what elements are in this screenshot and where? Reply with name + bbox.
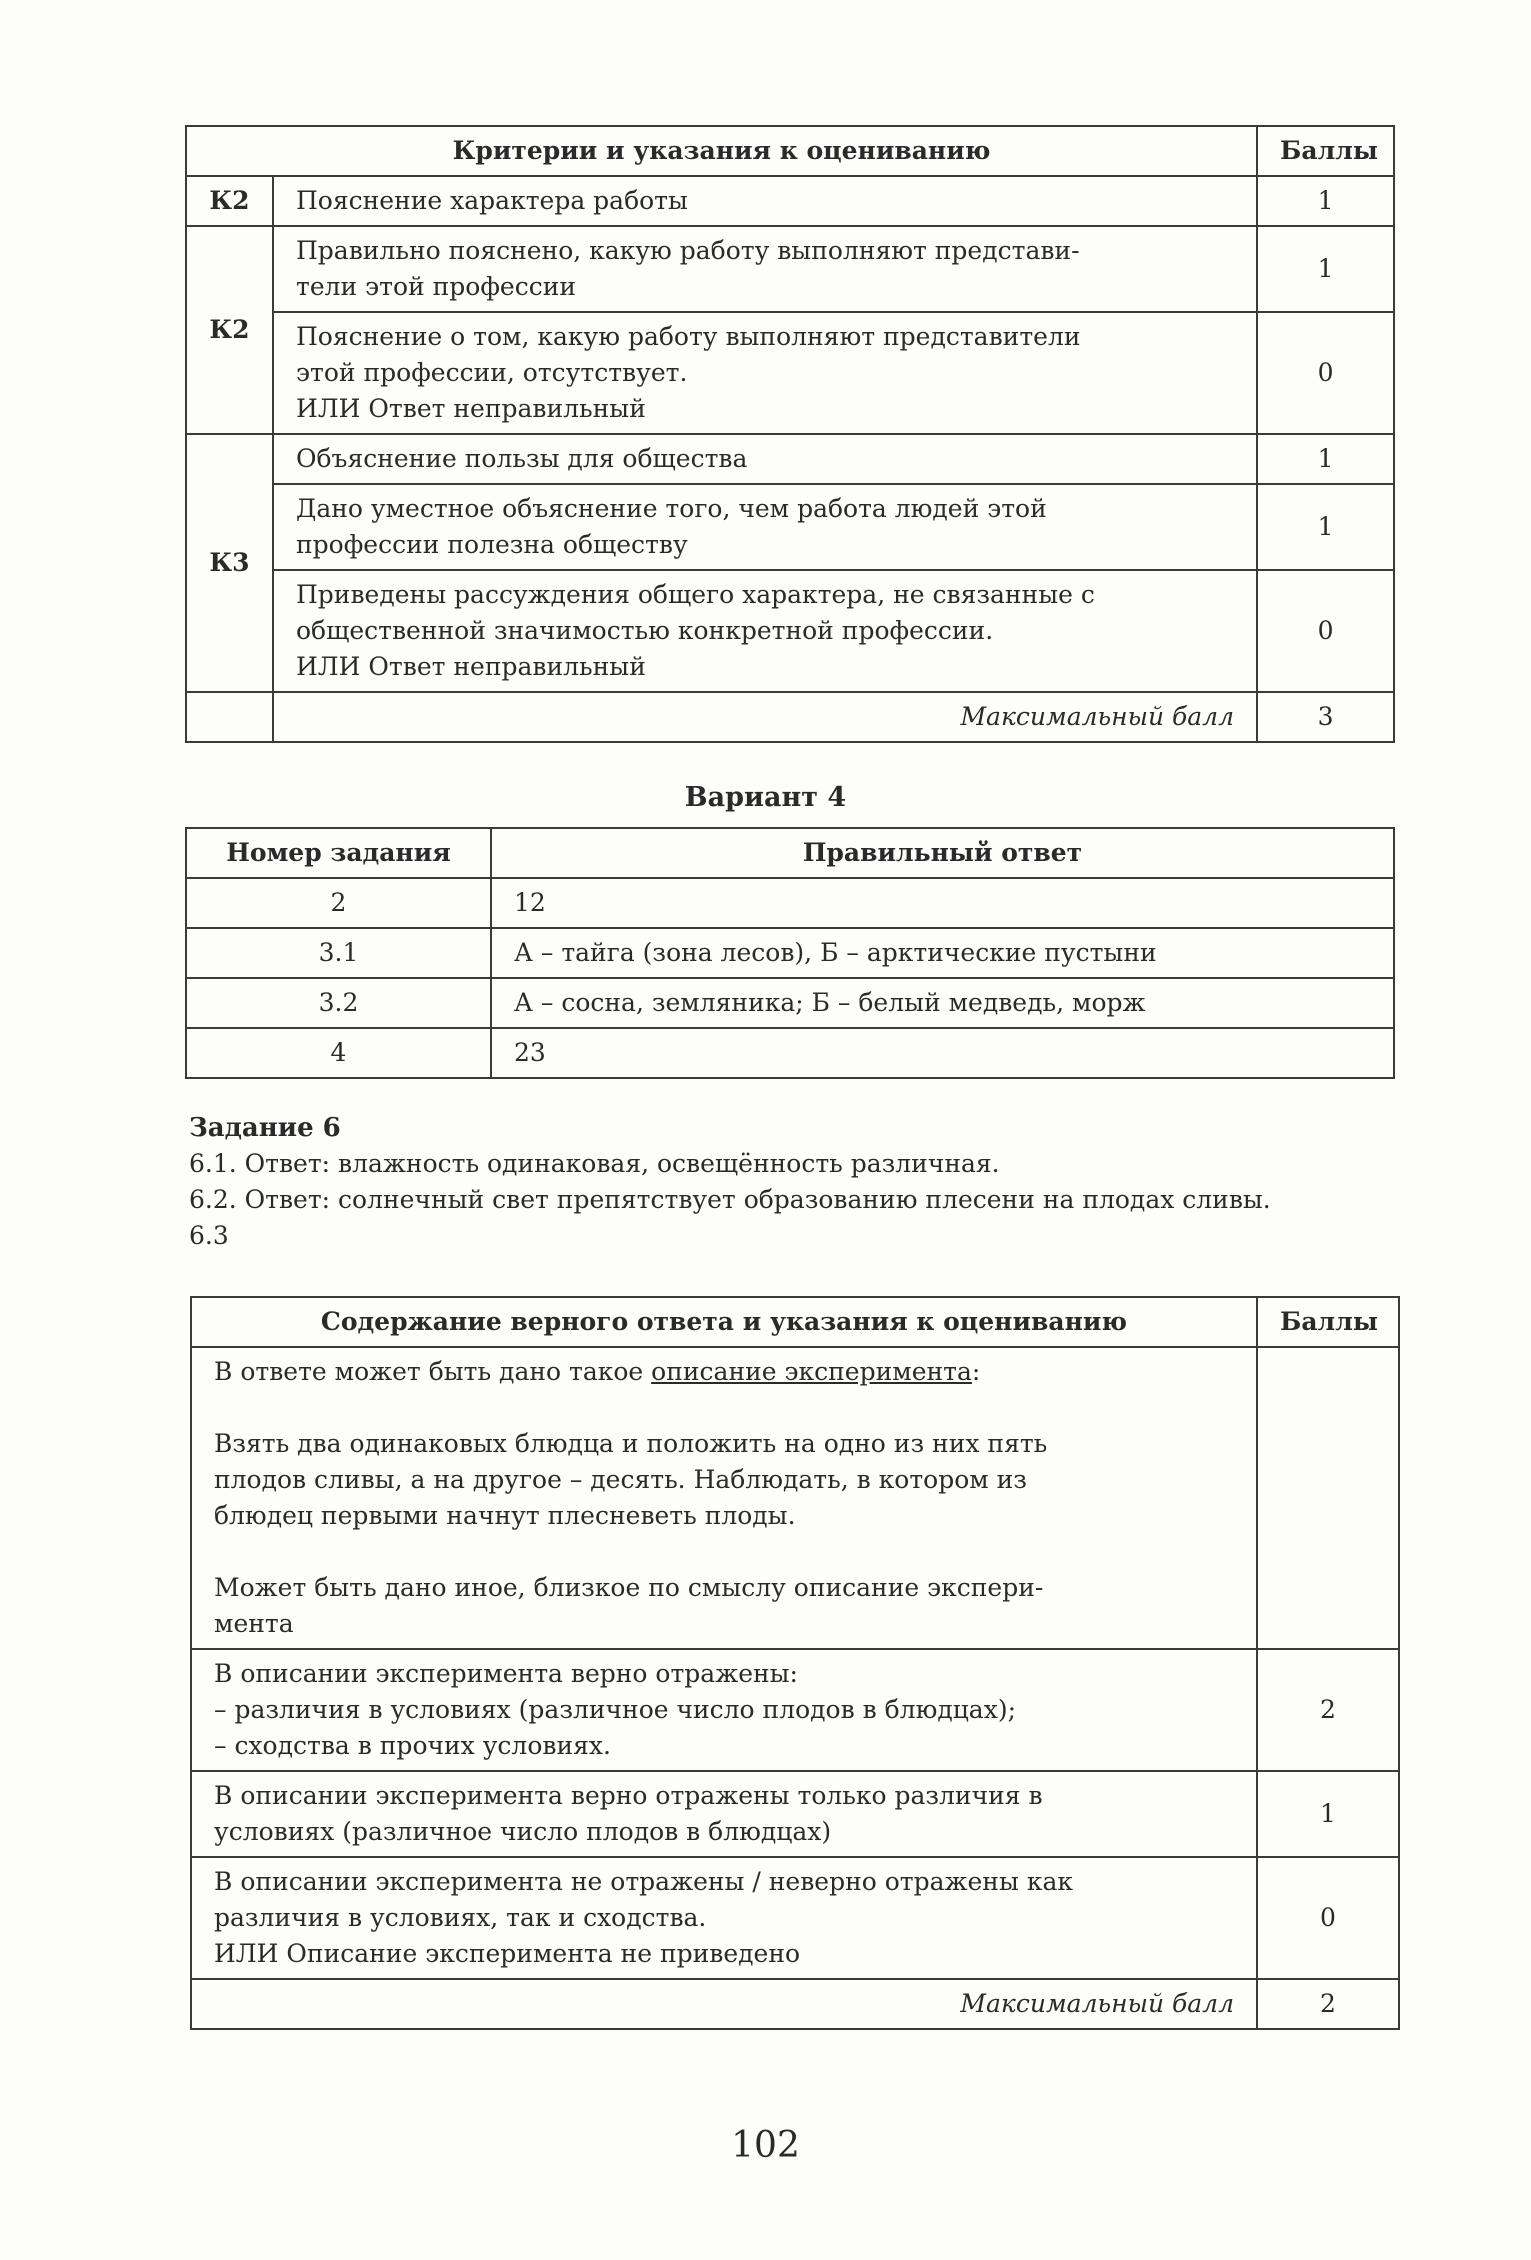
table-row <box>186 978 1394 1028</box>
correct-answer: 12 <box>491 878 1394 928</box>
criterion-text: В описании эксперимента верно отражены: – различия в условиях (различное число плодов в блюдцах); – сходства в прочих условиях. <box>191 1649 1257 1771</box>
max-score-value: 3 <box>1257 692 1394 742</box>
points-cell: 2 <box>1257 1649 1399 1771</box>
table-row <box>186 1028 1394 1078</box>
criteria-table-2-header <box>191 1297 1399 1347</box>
experiment-description-term: описание эксперимента <box>651 1357 972 1386</box>
table-row <box>186 878 1394 928</box>
criterion-text: Дано уместное объяснение того, чем работа людей этой профессии полезна обществу <box>273 484 1257 570</box>
criteria-table-2 <box>190 1296 1400 2030</box>
points-cell: 0 <box>1257 1857 1399 1979</box>
max-score-label: Максимальный балл <box>273 692 1257 742</box>
criterion-title: Объяснение пользы для общества <box>273 434 1257 484</box>
answer-6-2: 6.2. Ответ: солнечный свет препятствует образованию плесени на плодах сливы. <box>189 1185 1271 1214</box>
points-cell: 1 <box>1257 226 1394 312</box>
points-cell: 0 <box>1257 312 1394 434</box>
criterion-code: К2 <box>186 176 273 226</box>
answer-content: В ответе может быть дано такое описание эксперимента: Взять два одинаковых блюдца и положить на одно из них пять плодов сливы, а на другое – десять. Наблюдать, в котором из блюдец первыми начнут плесневеть плоды. Может быть дано иное, близкое по смыслу описание экспери- мента <box>191 1347 1257 1649</box>
content-header: Содержание верного ответа и указания к оцениванию <box>191 1297 1257 1347</box>
table-row <box>191 1649 1399 1771</box>
criterion-text: В описании эксперимента не отражены / неверно отражены как различия в условиях, так и сходства. ИЛИ Описание эксперимента не приведено <box>191 1857 1257 1979</box>
answer-6-1: 6.1. Ответ: влажность одинаковая, освещённость различная. <box>189 1149 1000 1178</box>
points-header: Баллы <box>1257 1297 1399 1347</box>
table-row <box>186 176 1394 226</box>
table-row-max <box>186 692 1394 742</box>
task-number: 3.1 <box>186 928 491 978</box>
table-row <box>191 1347 1399 1649</box>
criterion-text: Правильно пояснено, какую работу выполняют представи- тели этой профессии <box>273 226 1257 312</box>
points-cell: 1 <box>1257 484 1394 570</box>
criteria-table-1-header <box>186 126 1394 176</box>
empty-points-cell <box>1257 1347 1399 1649</box>
task-number: 4 <box>186 1028 491 1078</box>
answers-table <box>185 827 1395 1079</box>
table-row-max <box>191 1979 1399 2029</box>
criterion-text: В описании эксперимента верно отражены только различия в условиях (различное число плодов в блюдцах) <box>191 1771 1257 1857</box>
correct-answer-header: Правильный ответ <box>491 828 1394 878</box>
content-intro: В ответе может быть дано такое описание эксперимента: <box>214 1357 981 1386</box>
points-cell: 1 <box>1257 1771 1399 1857</box>
empty-cell <box>186 692 273 742</box>
page-number: 102 <box>731 2125 800 2166</box>
points-header: Баллы <box>1257 126 1394 176</box>
task-6-section <box>189 1110 1395 1254</box>
task-number-header: Номер задания <box>186 828 491 878</box>
correct-answer: А – тайга (зона лесов), Б – арктические пустыни <box>491 928 1394 978</box>
table-row <box>186 312 1394 434</box>
criterion-title: Пояснение характера работы <box>273 176 1257 226</box>
max-score-value: 2 <box>1257 1979 1399 2029</box>
table-row <box>186 484 1394 570</box>
criterion-code: К3 <box>186 434 273 692</box>
table-row <box>186 434 1394 484</box>
criterion-text: Приведены рассуждения общего характера, не связанные с общественной значимостью конкретной профессии. ИЛИ Ответ неправильный <box>273 570 1257 692</box>
criterion-code: К2 <box>186 226 273 434</box>
task-number: 3.2 <box>186 978 491 1028</box>
max-score-label: Максимальный балл <box>191 1979 1257 2029</box>
criterion-text: Пояснение о том, какую работу выполняют представители этой профессии, отсутствует. ИЛИ Ответ неправильный <box>273 312 1257 434</box>
table-row <box>191 1857 1399 1979</box>
table-row <box>191 1771 1399 1857</box>
table-row <box>186 928 1394 978</box>
table-row <box>186 570 1394 692</box>
points-cell: 1 <box>1257 434 1394 484</box>
answers-table-header <box>186 828 1394 878</box>
points-cell: 1 <box>1257 176 1394 226</box>
correct-answer: 23 <box>491 1028 1394 1078</box>
criteria-header: Критерии и указания к оцениванию <box>186 126 1257 176</box>
table-row <box>186 226 1394 312</box>
points-cell: 0 <box>1257 570 1394 692</box>
task-6-title: Задание 6 <box>189 1113 341 1143</box>
task-number: 2 <box>186 878 491 928</box>
correct-answer: А – сосна, земляника; Б – белый медведь, морж <box>491 978 1394 1028</box>
criteria-table-1 <box>185 125 1395 743</box>
variant-heading: Вариант 4 <box>684 782 847 813</box>
label-6-3: 6.3 <box>189 1221 229 1250</box>
